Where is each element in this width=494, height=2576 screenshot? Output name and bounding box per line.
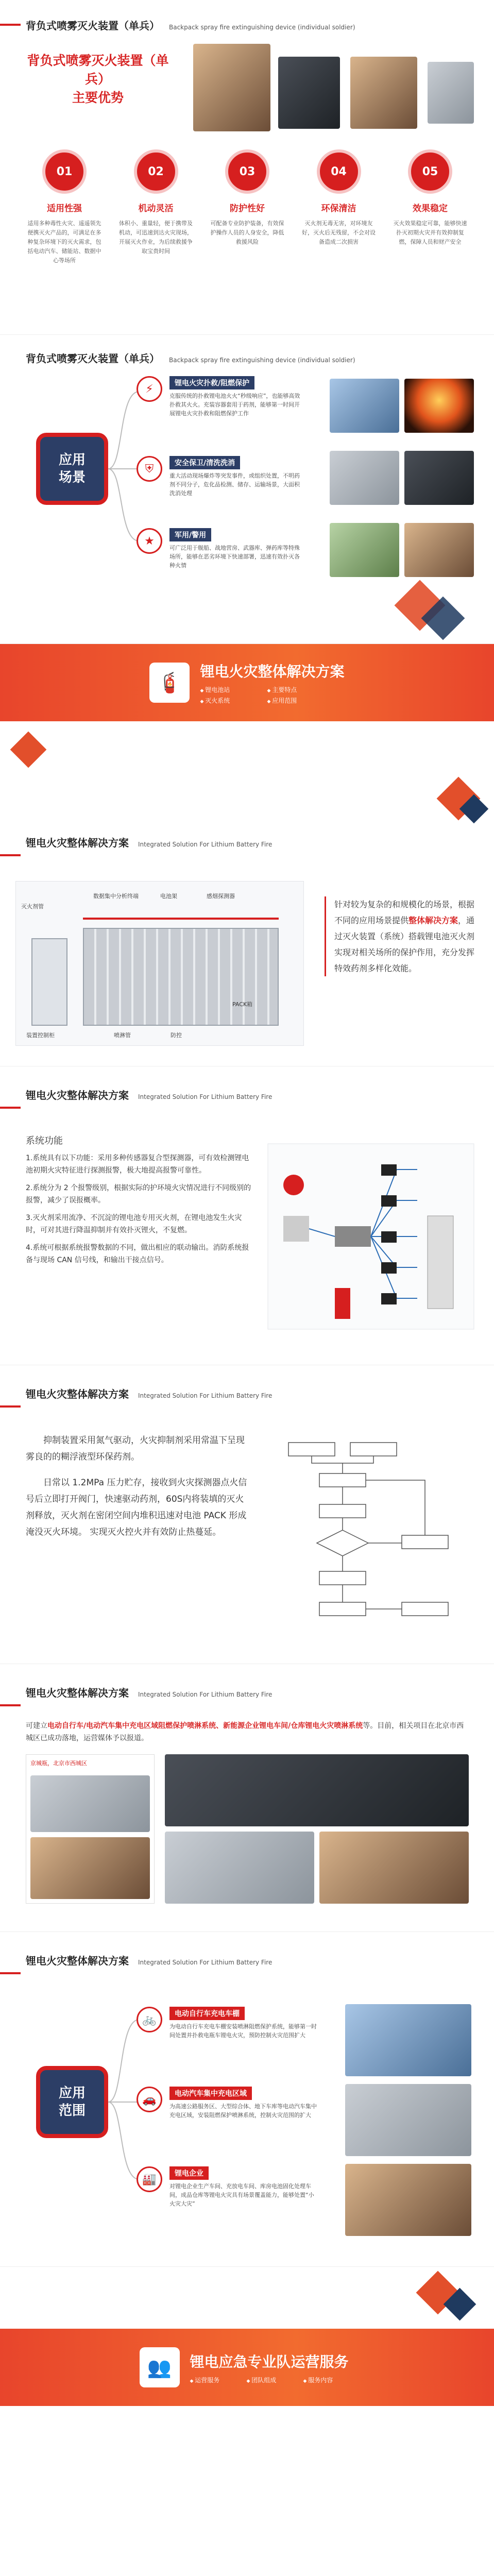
section-header [0,0,494,32]
project-photo [165,1754,469,1826]
section-header [0,1066,494,1102]
project-photo [319,1832,469,1904]
scenario-title: 安全保卫/清洗洗消 [169,456,240,469]
section-subtitle: Backpack spray fire extinguishing device (individual soldier) [169,24,355,31]
news-card [26,1754,155,1904]
scenario-title: 锂电火灾扑救/阻燃保护 [169,376,254,389]
device-photo-1 [278,57,340,129]
advantage-desc: 适用多种毒性火灾、遥遥领先便携灭火产品的，可满足在多种复杂环境下的灭火需求，包括电动汽车、储能站、数据中心等场所 [27,220,101,264]
range-photo [345,2164,471,2236]
advantage-item [295,149,383,265]
car-charging-icon: 🚗 [137,2087,162,2112]
device-photo-2 [350,57,417,129]
diagram-label: 喷淋管 [114,1032,131,1039]
section-subtitle: Integrated Solution For Lithium Battery Fire [138,1093,272,1100]
range-item [137,2087,355,2120]
advantage-item [203,149,291,265]
news-title: 京城瓶，北京市西城区 [30,1760,87,1767]
device-photo-3 [428,62,474,124]
decor-spacer [0,2267,494,2329]
scenario-title: 军用/警用 [169,528,211,541]
shield-icon: ⛨ [137,456,162,482]
scenario-item [137,376,355,418]
section-subtitle: Integrated Solution For Lithium Battery Fire [138,1691,272,1698]
section-application-range [0,1932,494,2267]
bicycle-icon: 🚲 [137,2007,162,2032]
projects-intro [26,1720,469,1744]
section-header [0,1664,494,1700]
red-accent-bar [0,24,21,26]
diagram-label: 装置控制柜 [26,1032,55,1039]
inhibition-paragraph: 抑制装置采用氮气驱动，火灾抑制剂采用常温下呈现雾良的的糊浮液型环保药剂。 [26,1435,245,1462]
banner-tag: ◆ 运营服务 [190,2376,242,2384]
section-subtitle: Integrated Solution For Lithium Battery Fire [138,841,272,848]
firefighter-photo [193,44,270,131]
advantage-desc: 可配备专业防护装备，有效保护操作人员的人身安全，降低救援风险 [210,220,284,245]
section-scenarios [0,335,494,644]
advantage-number: 02 [134,149,178,194]
fire-extinguisher-icon: 🧯 [149,663,190,703]
section-inhibition-device [0,1365,494,1664]
scenario-photo [330,451,399,505]
range-desc: 为高速公路服务区、大型综合体、地下车库等电动汽车集中充电区域，安装阻燃保护喷淋系统，控制火灾范围的扩大 [169,2103,317,2119]
military-icon: ★ [137,528,162,554]
battery-icon: ⚡ [137,376,162,402]
advantage-item [386,149,474,265]
range-title: 电动汽车集中充电区域 [169,2087,252,2100]
banner-title: 锂电火灾整体解决方案 [200,663,345,680]
banner-operation-service [0,2329,494,2406]
headline-line-2: 主要优势 [72,90,124,105]
diagram-label: 灭火剂管 [21,903,44,910]
banner-tags [200,685,344,705]
advantage-number: 04 [317,149,361,194]
scenario-item [137,528,355,570]
headline [21,52,175,107]
function-item: 2.系统分为 2 个报警级别，根据实际的护环境火灾情况进行不同级别的报警，减少了误报概率。 [26,1184,251,1205]
scenario-desc: 克服传统的扑救锂电池火火“秒级响应”，也能够高效扑救其火火。充装容器套用于药剂，能够第一时间开展锂电火灾扑救和阻燃保护工作 [169,393,300,417]
advantage-item [112,149,200,265]
range-title: 电动自行车充电车棚 [169,2007,245,2020]
scenario-center-label: 应用场景 [58,452,86,485]
section-advantages [0,0,494,335]
scenario-photo [330,523,399,577]
scenario-photo [404,379,474,433]
function-item: 3.灭火剂采用流净、不沉淀的锂电池专用灭火剂，在锂电池发生火灾时，可对其进行降温抑制并有效扑灭锂火，不复燃。 [26,1214,242,1234]
section-title: 锂电火灾整体解决方案 [26,1388,129,1400]
advantage-title: 效果稳定 [413,204,448,214]
banner-tag: ◆ 服务内容 [303,2376,355,2384]
range-desc: 对锂电企业生产车间、充放电车间、库房电池固化处理车间，成品仓库等锂电火灾具有场景覆盖能力，能够处置“小火灾大灾” [169,2183,314,2207]
advantage-desc: 体积小、重量轻，便于携带及机动，可迅速到达火灾现场，开展灭火作业，为后续救援争取宝贵时间 [119,220,193,255]
footer-space [0,2406,494,2494]
banner-tag: ◆ 灭火系统 [200,696,262,705]
solution-highlight: 整体解决方案 [408,916,458,925]
banner-tag: ◆ 主要特点 [267,685,329,694]
diagram-label: 电池架 [160,893,177,900]
red-accent-bar [0,854,21,856]
section-subtitle: Integrated Solution For Lithium Battery Fire [138,1959,272,1966]
advantage-desc: 灭火效果稳定可靠，能够快速扑灭初期火灾并有效抑制复燃，保障人员和财产安全 [393,220,467,245]
range-desc: 为电动自行车充电车棚安装喷淋阻燃保护系统，能够第一时间处置并扑救电瓶车锂电火灾，预防控制火灾范围扩大 [169,2023,317,2039]
solution-text [325,896,479,976]
range-photo [345,2004,471,2076]
banner-tag: ◆ 应用范围 [267,696,329,705]
advantage-list [21,149,474,265]
banner-tag: ◆ 锂电池站 [200,685,262,694]
advantage-title: 环保清洁 [321,204,356,214]
section-header [0,824,494,850]
system-diagram [15,881,304,1046]
section-system-function [0,1066,494,1365]
function-text [26,1133,252,1266]
range-item [137,2166,355,2208]
decor-spacer [0,721,494,824]
section-subtitle: Backpack spray fire extinguishing device (individual soldier) [169,357,355,364]
process-flowchart [268,1432,479,1638]
section-title: 锂电火灾整体解决方案 [26,837,129,849]
section-projects [0,1664,494,1932]
range-title: 锂电企业 [169,2166,209,2180]
section-title: 锂电火灾整体解决方案 [26,1955,129,1967]
projects-intro-post: 等。目前，相关项目在北京市西城区已成功落地，运营媒体予以报道。 [26,1722,464,1742]
advantage-number: 03 [225,149,269,194]
diagram-label: 感烟探测器 [207,893,235,900]
advantage-title: 适用性强 [47,204,82,214]
scenario-photo [330,379,399,433]
team-icon: 👥 [140,2347,180,2387]
function-item: 4.系统可根据系统报警数据的不同，做出相应的联动输出。消防系统报备与现场 CAN 信号线，和输出干接点信号。 [26,1244,249,1264]
section-system-diagram [0,824,494,1066]
section-title: 背负式喷雾灭火装置（单兵） [26,352,160,365]
advantage-number: 01 [42,149,87,194]
solution-paragraph: 针对较为复杂的和规模化的场景，根据不同的应用场景提供整体解决方案，通过灭火装置（系统）搭载锂电池灭火剂实现对相关场所的保护作用，充分发挥特效药剂多样化效能。 [334,900,475,973]
red-accent-bar [0,1405,21,1408]
factory-icon: 🏭 [137,2166,162,2192]
banner-lithium-solution [0,644,494,721]
section-title: 背负式喷雾灭火装置（单兵） [26,20,160,32]
scenario-photo [404,451,474,505]
banner-tag: ◆ 团队组成 [247,2376,298,2384]
advantage-item [21,149,108,265]
range-item [137,2007,355,2040]
scenario-item [137,456,355,498]
scenario-desc: 可广泛用于舰船、战地营房、武器库、弹药库等特殊场所，能够在恶劣环境下快速部署，迅速有效扑灭各种火情 [169,545,300,569]
advantage-title: 机动灵活 [138,204,174,214]
control-topology-diagram [263,1139,479,1334]
function-item: 1.系统具有以下功能：采用多种传感器复合型探测器，可有效检测锂电池初期火灾特征进行探测报警，极大地提高报警可靠性。 [26,1154,249,1175]
function-heading: 系统功能 [26,1136,63,1146]
section-subtitle: Integrated Solution For Lithium Battery Fire [138,1392,272,1399]
inhibition-text [26,1432,252,1540]
advantage-desc: 灭火剂无毒无害，对环境友好，灭火后无残留，不会对设备造成二次损害 [302,220,376,245]
red-accent-bar [0,1107,21,1109]
scenario-desc: 重大活动现场爆炸等突发事件，或组织处置，不明药剂不同分子，危化品检测、储存、运输场景，大面积洗消处理 [169,472,300,497]
inhibition-paragraph: 日常以 1.2MPa 压力贮存，接收到火灾探测器点火信号后立即打开阀门，快速驱动药剂，60S内将装填的灭火剂释放，灭火剂在密闭空间内堆积迅速对电池 PACK 形成淹没灭火环境。 实现灭火控火并有效防止热蔓延。 [26,1478,247,1537]
banner-title: 锂电应急专业队运营服务 [190,2353,349,2370]
projects-intro-pre: 可建立 [26,1722,47,1730]
section-header [0,1365,494,1401]
red-accent-bar [0,1704,21,1706]
range-center-label: 应用范围 [58,2086,86,2119]
headline-line-1: 背负式喷雾灭火装置（单兵） [27,53,169,87]
advantage-title: 防护性好 [230,204,265,214]
diagram-label: PACK箱 [232,1001,253,1008]
section-title: 锂电火灾整体解决方案 [26,1089,129,1101]
advantage-number: 05 [408,149,452,194]
diagram-label: 防控 [171,1032,182,1039]
project-photo [165,1832,314,1904]
diagram-label: 数据集中分析终端 [93,893,139,900]
scenario-photo [404,523,474,577]
range-photo [345,2084,471,2156]
projects-intro-highlight: 电动自行车/电动汽车集中充电区域阻燃保护喷淋系统、新能源企业锂电车间/仓库锂电火灾喷淋系统 [47,1722,363,1730]
section-title: 锂电火灾整体解决方案 [26,1687,129,1699]
banner-tags [190,2376,355,2384]
